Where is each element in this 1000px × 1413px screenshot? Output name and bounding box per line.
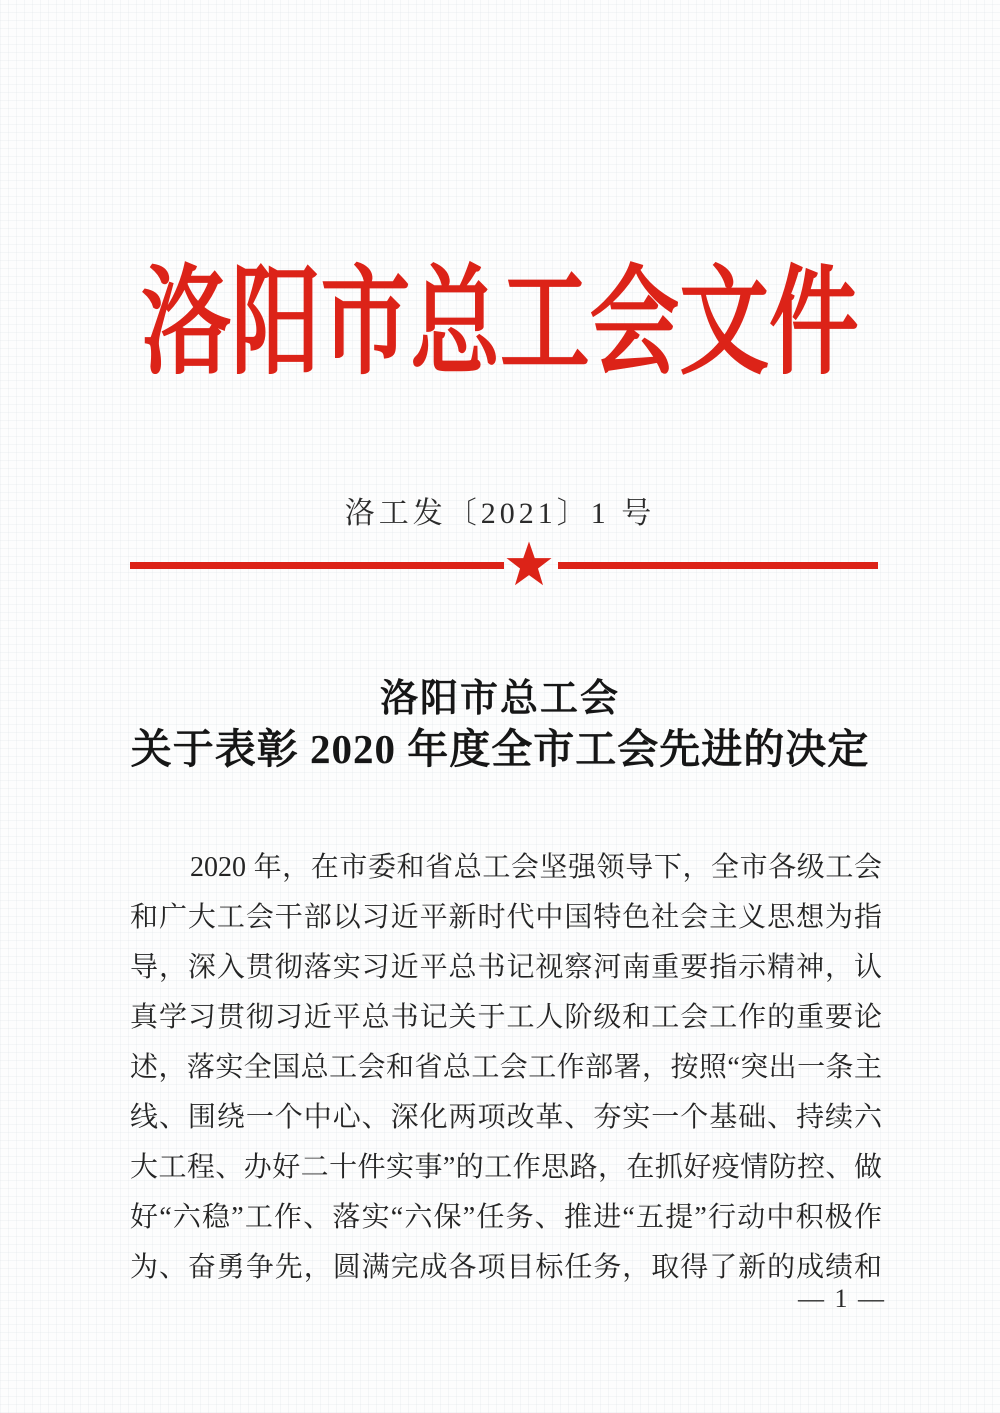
red-header-org-title: 洛阳市总工会文件 [141, 258, 859, 389]
body-line: 真学习贯彻习近平总书记关于工人阶级和工会工作的重要论 [130, 1002, 882, 1033]
body-line: 好“六稳”工作、落实“六保”任务、推进“五提”行动中积极作 [130, 1202, 882, 1233]
body-line: 述，落实全国总工会和省总工会工作部署，按照“突出一条主 [130, 1052, 882, 1083]
divider-line-right [558, 562, 878, 569]
body-line: 线、围绕一个中心、深化两项改革、夯实一个基础、持续六 [130, 1102, 882, 1133]
document-number: 洛工发〔2021〕1 号 [344, 497, 656, 530]
page-number: — 1 — [798, 1284, 886, 1313]
document-title-line1: 洛阳市总工会 [379, 678, 620, 720]
body-line: 为、奋勇争先，圆满完成各项目标任务，取得了新的成绩和 [130, 1252, 882, 1283]
divider-line-left [130, 562, 504, 569]
body-paragraph [130, 843, 882, 1293]
red-star-icon [506, 538, 552, 592]
body-line: 2020 年，在市委和省总工会坚强领导下，全市各级工会 [190, 852, 882, 883]
red-divider-rule [130, 536, 878, 594]
body-line: 导，深入贯彻落实习近平总书记视察河南重要指示精神，认 [130, 952, 882, 983]
body-line: 和广大工会干部以习近平新时代中国特色社会主义思想为指 [130, 902, 882, 933]
document-title-line2: 关于表彰 2020 年度全市工会先进的决定 [130, 726, 870, 772]
body-line: 大工程、办好二十件实事”的工作思路，在抓好疫情防控、做 [130, 1152, 882, 1183]
